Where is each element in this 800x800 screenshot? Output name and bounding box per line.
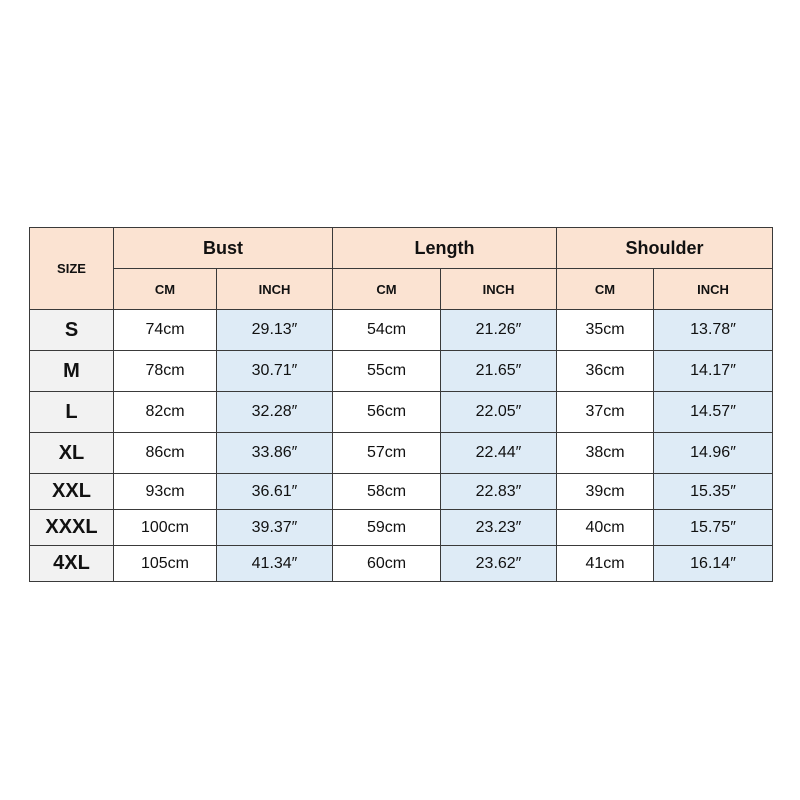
length-inch-value: 23.23″ xyxy=(441,510,557,546)
bust-inch-value: 30.71″ xyxy=(217,351,333,392)
length-inch-header: INCH xyxy=(441,269,557,310)
table-row xyxy=(30,310,773,351)
shoulder-cm-value: 38cm xyxy=(557,433,654,474)
bust-cm-value: 74cm xyxy=(114,310,217,351)
shoulder-cm-value: 37cm xyxy=(557,392,654,433)
size-label: XL xyxy=(30,433,114,474)
length-cm-value: 54cm xyxy=(333,310,441,351)
table-row xyxy=(30,433,773,474)
length-inch-value: 23.62″ xyxy=(441,546,557,582)
size-chart-table xyxy=(29,227,773,582)
size-label: 4XL xyxy=(30,546,114,582)
length-cm-value: 59cm xyxy=(333,510,441,546)
size-label: S xyxy=(30,310,114,351)
length-cm-value: 56cm xyxy=(333,392,441,433)
table-row xyxy=(30,474,773,510)
table-row xyxy=(30,546,773,582)
bust-inch-header: INCH xyxy=(217,269,333,310)
shoulder-cm-value: 36cm xyxy=(557,351,654,392)
shoulder-cm-value: 39cm xyxy=(557,474,654,510)
size-label: XXXL xyxy=(30,510,114,546)
length-inch-value: 22.05″ xyxy=(441,392,557,433)
shoulder-cm-value: 41cm xyxy=(557,546,654,582)
length-cm-value: 55cm xyxy=(333,351,441,392)
shoulder-group-header: Shoulder xyxy=(557,228,773,269)
bust-inch-value: 29.13″ xyxy=(217,310,333,351)
length-inch-value: 21.65″ xyxy=(441,351,557,392)
bust-cm-value: 93cm xyxy=(114,474,217,510)
table-row xyxy=(30,392,773,433)
size-label: L xyxy=(30,392,114,433)
shoulder-inch-value: 13.78″ xyxy=(654,310,773,351)
length-cm-value: 60cm xyxy=(333,546,441,582)
size-label: M xyxy=(30,351,114,392)
table-row xyxy=(30,351,773,392)
length-inch-value: 22.44″ xyxy=(441,433,557,474)
length-inch-value: 21.26″ xyxy=(441,310,557,351)
bust-cm-value: 82cm xyxy=(114,392,217,433)
shoulder-inch-value: 15.35″ xyxy=(654,474,773,510)
bust-inch-value: 33.86″ xyxy=(217,433,333,474)
shoulder-inch-value: 14.17″ xyxy=(654,351,773,392)
bust-cm-header: CM xyxy=(114,269,217,310)
bust-cm-value: 86cm xyxy=(114,433,217,474)
shoulder-inch-value: 16.14″ xyxy=(654,546,773,582)
bust-cm-value: 100cm xyxy=(114,510,217,546)
shoulder-inch-value: 14.57″ xyxy=(654,392,773,433)
shoulder-inch-value: 14.96″ xyxy=(654,433,773,474)
table-row xyxy=(30,510,773,546)
size-column-header: SIZE xyxy=(30,228,114,310)
shoulder-cm-value: 40cm xyxy=(557,510,654,546)
shoulder-cm-header: CM xyxy=(557,269,654,310)
bust-cm-value: 78cm xyxy=(114,351,217,392)
shoulder-cm-value: 35cm xyxy=(557,310,654,351)
bust-inch-value: 36.61″ xyxy=(217,474,333,510)
length-cm-header: CM xyxy=(333,269,441,310)
shoulder-inch-value: 15.75″ xyxy=(654,510,773,546)
bust-cm-value: 105cm xyxy=(114,546,217,582)
size-label: XXL xyxy=(30,474,114,510)
bust-inch-value: 39.37″ xyxy=(217,510,333,546)
length-cm-value: 57cm xyxy=(333,433,441,474)
length-inch-value: 22.83″ xyxy=(441,474,557,510)
shoulder-inch-header: INCH xyxy=(654,269,773,310)
bust-inch-value: 41.34″ xyxy=(217,546,333,582)
length-group-header: Length xyxy=(333,228,557,269)
length-cm-value: 58cm xyxy=(333,474,441,510)
bust-group-header: Bust xyxy=(114,228,333,269)
bust-inch-value: 32.28″ xyxy=(217,392,333,433)
